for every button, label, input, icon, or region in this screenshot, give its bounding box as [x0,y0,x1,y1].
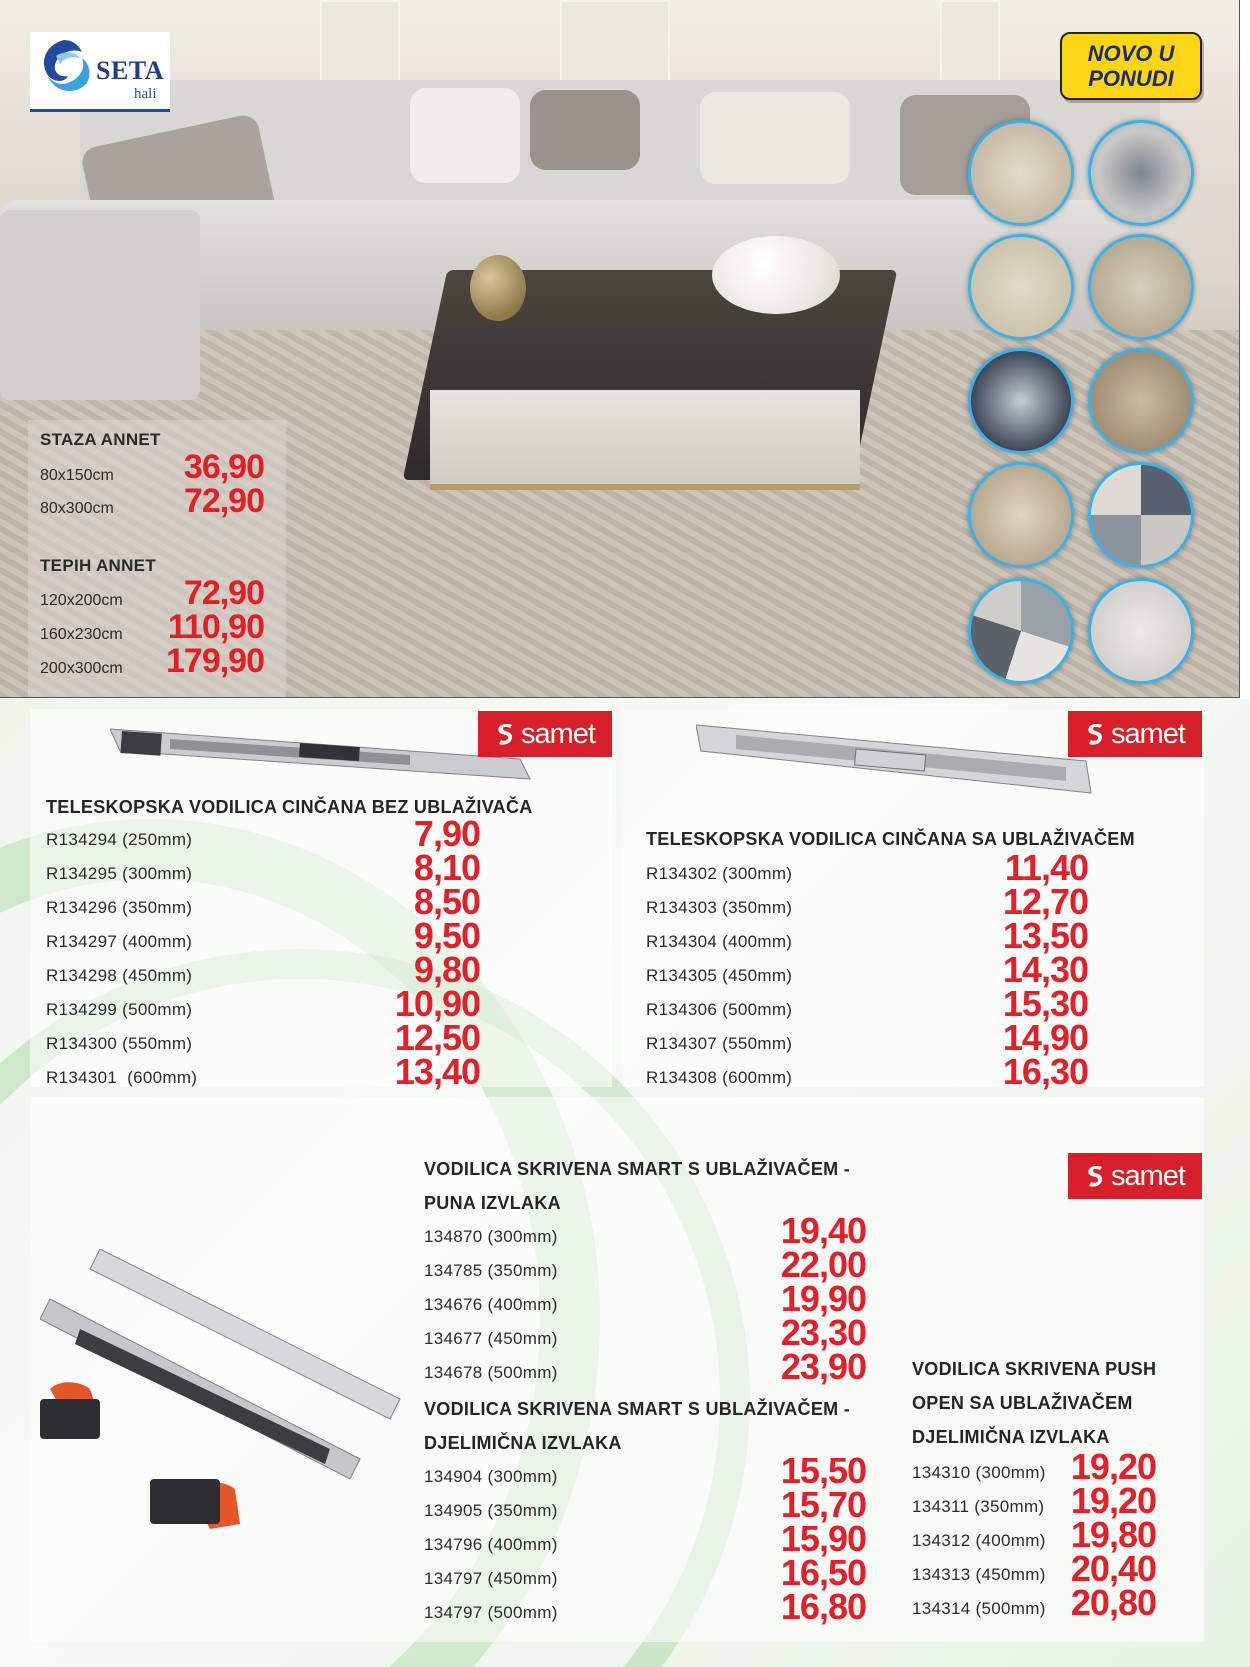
product-code: R134301 (600mm) [46,1068,198,1087]
section-title-djel-1: VODILICA SKRIVENA SMART S UBLAŽIVAČEM - [424,1399,851,1419]
product-price: 16,80 [780,1586,866,1627]
product-code: R134305 (450mm) [646,966,793,985]
product-price: 23,90 [780,1346,866,1387]
product-price: 9,80 [413,949,480,990]
product-code: 134314 (500mm) [912,1599,1046,1618]
section-title-bez: TELESKOPSKA VODILICA CINČANA BEZ UBLAŽIVAČA [46,797,533,817]
tepih-title: TEPIH ANNET [40,556,157,575]
product-price: 15,90 [780,1518,866,1559]
sofa-arm-image [0,210,200,400]
product-code: R134306 (500mm) [646,1000,793,1019]
product-price: 19,20 [1070,1480,1156,1521]
product-code: 134797 (500mm) [424,1603,558,1622]
product-price: 20,80 [1070,1582,1156,1623]
product-code: R134303 (350mm) [646,898,793,917]
product-price: 12,50 [394,1017,480,1058]
samet-logo [1068,1153,1202,1199]
section-title-sa: TELESKOPSKA VODILICA CINČANA SA UBLAŽIVAČEM [646,829,1135,849]
rug-swatch [968,462,1074,568]
tepih-price: 179,90 [166,642,264,680]
drawer-slide-image [696,721,1096,811]
product-code: R134297 (400mm) [46,932,193,951]
tepih-size: 160x230cm [40,626,123,643]
rug-swatch [968,348,1074,454]
product-price: 10,90 [394,983,480,1024]
section-title-push-1: VODILICA SKRIVENA PUSH [912,1359,1157,1379]
product-code: R134299 (500mm) [46,1000,193,1019]
product-price: 16,50 [780,1552,866,1593]
samet-logo-text: samet [1111,1159,1185,1192]
section-title-puna-1: VODILICA SKRIVENA SMART S UBLAŽIVAČEM - [424,1159,851,1179]
tepih-price: 72,90 [183,574,264,612]
product-code: R134308 (600mm) [646,1068,793,1087]
product-price: 23,30 [780,1312,866,1353]
rug-swatch [1088,462,1194,568]
seta-logo-icon [34,36,96,102]
product-price: 20,40 [1070,1548,1156,1589]
samet-logo [1068,711,1202,757]
drawer-slide-image [40,1249,420,1539]
drawer-slides-section [0,699,1250,1667]
logo-brand-text: SETA [96,56,164,85]
staza-price: 36,90 [183,448,264,486]
product-code: 134678 (500mm) [424,1363,558,1382]
product-code: R134295 (300mm) [46,864,193,883]
product-code: 134312 (400mm) [912,1531,1046,1550]
rug-swatch [968,578,1074,684]
product-code: R134302 (300mm) [646,864,793,883]
new-in-offer-badge [1060,32,1202,100]
seta-hali-logo [30,32,170,112]
product-price: 12,70 [1002,881,1088,922]
badge-line-1: NOVO U [1087,41,1175,66]
staza-title: STAZA ANNET [40,430,161,449]
pillow-image [700,92,850,184]
product-code: R134298 (450mm) [46,966,193,985]
product-price: 16,30 [1002,1051,1088,1092]
section-title-puna-2: PUNA IZVLAKA [424,1193,561,1213]
staza-size: 80x150cm [40,467,114,484]
tepih-price: 110,90 [167,608,264,646]
product-price: 15,70 [780,1484,866,1525]
product-code: 134797 (450mm) [424,1569,558,1588]
product-price: 8,10 [413,847,480,888]
rug-swatch [1088,578,1194,684]
product-price: 8,50 [413,881,480,922]
product-price: 9,50 [413,915,480,956]
badge-line-2: PONUDI [1088,66,1174,91]
pillow-image [530,90,640,170]
staza-size: 80x300cm [40,500,114,517]
product-code: R134300 (550mm) [46,1034,193,1053]
samet-logo-text: samet [1111,717,1185,750]
samet-logo-icon [1085,1164,1107,1188]
product-price: 11,40 [1004,847,1088,888]
product-price: 15,30 [1002,983,1088,1024]
product-code: R134307 (550mm) [646,1034,793,1053]
rug-hero-section [0,0,1240,698]
product-price: 19,90 [780,1278,866,1319]
product-code: 134313 (450mm) [912,1565,1046,1584]
product-price: 14,90 [1002,1017,1088,1058]
samet-logo-text: samet [521,717,595,750]
product-code: R134296 (350mm) [46,898,193,917]
rug-swatch [968,120,1074,226]
pillow-image [410,88,520,183]
section-title-push-2: OPEN SA UBLAŽIVAČEM [912,1393,1133,1413]
logo-sub-text: hali [134,86,157,102]
rug-swatch [968,234,1074,340]
product-price: 19,20 [1070,1446,1156,1487]
product-code: 134310 (300mm) [912,1463,1046,1482]
decor-egg [712,236,840,314]
staza-price: 72,90 [183,482,264,520]
product-code: R134294 (250mm) [46,830,193,849]
product-price: 7,90 [413,813,480,854]
product-code: 134870 (300mm) [424,1227,558,1246]
samet-logo-icon [495,722,517,746]
section-title-djel-2: DJELIMIČNA IZVLAKA [424,1433,622,1453]
product-code: 134796 (400mm) [424,1535,558,1554]
product-price: 13,50 [1002,915,1088,956]
product-price: 13,40 [394,1051,480,1092]
product-price: 19,80 [1070,1514,1156,1555]
rug-swatch [1088,234,1194,340]
rug-swatch [1088,348,1194,454]
product-price: 15,50 [780,1450,866,1491]
product-price: 14,30 [1002,949,1088,990]
product-code: 134311 (350mm) [912,1497,1045,1516]
drawer-slide-image [110,721,535,791]
tepih-size: 120x200cm [40,592,123,609]
product-code: 134905 (350mm) [424,1501,558,1520]
product-price: 19,40 [780,1210,866,1251]
product-code: 134676 (400mm) [424,1295,558,1314]
product-code: R134304 (400mm) [646,932,793,951]
samet-logo-icon [1085,722,1107,746]
product-code: 134785 (350mm) [424,1261,558,1280]
rug-swatch [1088,120,1194,226]
section-title-push-3: DJELIMIČNA IZVLAKA [912,1427,1110,1447]
coffee-table-base [430,390,860,490]
samet-logo [478,711,612,757]
product-code: 134677 (450mm) [424,1329,558,1348]
tepih-size: 200x300cm [40,660,123,677]
decor-rabbit [470,255,526,321]
product-code: 134904 (300mm) [424,1467,558,1486]
product-price: 22,00 [780,1244,866,1285]
